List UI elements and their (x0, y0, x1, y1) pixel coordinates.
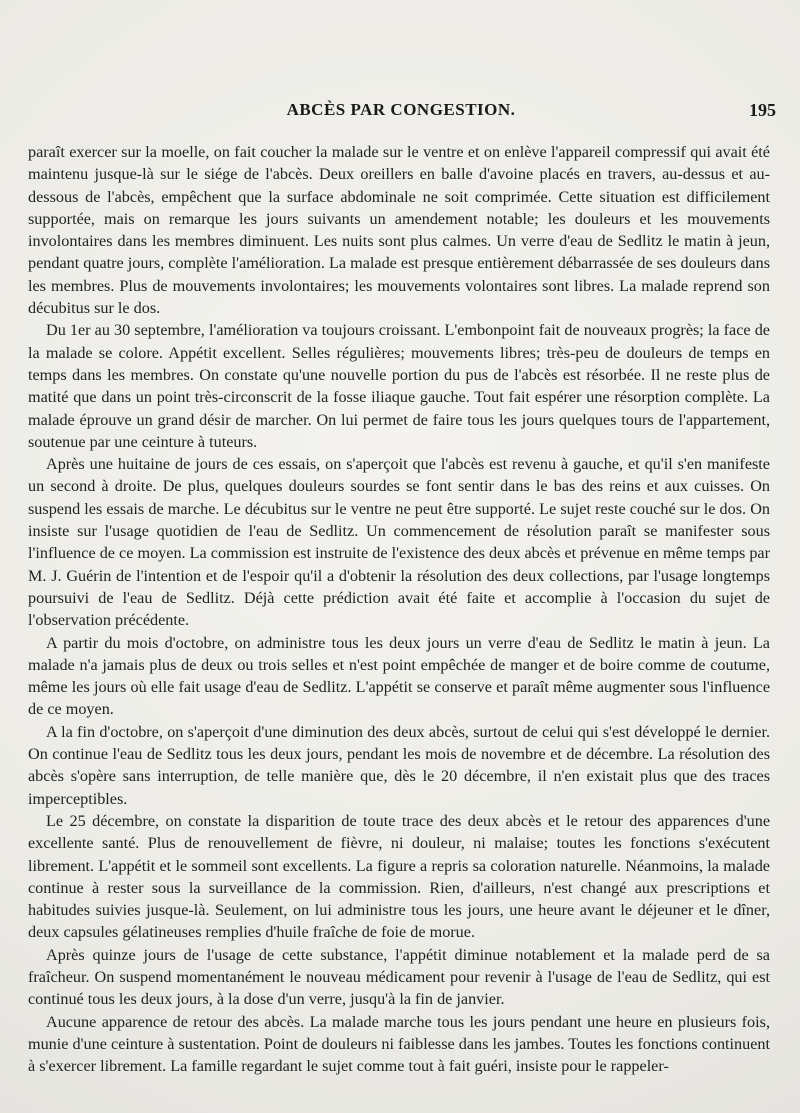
body-text (28, 141, 770, 1077)
paragraph: A partir du mois d'octobre, on administre tous les deux jours un verre d'eau de Sedlitz le matin à jeun. La malade n'a jamais plus de deux ou trois selles et n'est point empêchée de manger et de boire comme de coutume, même les jours où elle fait usage d'eau de Sedlitz. L'appétit se conserve et paraît même augmenter sous l'influence de ce moyen. (28, 633, 770, 719)
paragraph: Aucune apparence de retour des abcès. La malade marche tous les jours pendant une heure en plusieurs fois, munie d'une ceinture à sustentation. Point de douleurs ni faiblesse dans les jambes. Toutes les fonctions continuent à s'exercer librement. La famille regardant le sujet comme tout à fait guéri, insiste pour le rappeler- (28, 1012, 770, 1076)
paragraph: Le 25 décembre, on constate la disparition de toute trace des deux abcès et le retour des apparences d'une excellente santé. Plus de renouvellement de fièvre, ni douleur, ni malaise; toutes les fonctions s'exécutent librement. L'appétit et le sommeil sont excellents. La figure a repris sa coloration naturelle. Néanmoins, la malade continue à rester sous la surveillance de la commission. Rien, d'ailleurs, n'est changé aux prescriptions et habitudes suivies jusque-là. Seulement, on lui administre tous les jours, une heure avant le déjeuner et le dîner, deux capsules gélatineuses remplies d'huile fraîche de foie de morue. (28, 811, 770, 942)
paragraph: A la fin d'octobre, on s'aperçoit d'une diminution des deux abcès, surtout de celui qui s'est développé le dernier. On continue l'eau de Sedlitz tous les deux jours, pendant les mois de novembre et de décembre. La résolution des abcès s'opère sans interruption, de telle manière que, dès le 20 décembre, il n'en existait plus que des traces imperceptibles. (28, 722, 770, 808)
running-header (30, 100, 776, 130)
running-title: ABCÈS PAR CONGESTION. (286, 100, 516, 119)
paragraph: Du 1er au 30 septembre, l'amélioration va toujours croissant. L'embonpoint fait de nouveaux progrès; la face de la malade se colore. Appétit excellent. Selles régulières; mouvements libres; très-peu de douleurs de temps en temps dans les membres. On constate qu'une nouvelle portion du pus de l'abcès est résorbée. Il ne reste plus de matité que dans un point très-circonscrit de la fosse iliaque gauche. Tout fait espérer une résorption complète. La malade éprouve un grand désir de marcher. On lui permet de faire tous les jours quelques tours de l'appartement, soutenue par une ceinture à tuteurs. (28, 321, 770, 451)
paragraph: paraît exercer sur la moelle, on fait coucher la malade sur le ventre et on enlève l'appareil compressif qui avait été maintenu jusque-là sur le siége de l'abcès. Deux oreillers en balle d'avoine placés en travers, au-dessus et au-dessous de l'abcès, empêchent que la surface abdominale ne soit comprimée. Cette situation est difficilement supportée, mais on remarque les jours suivants un amendement notable; les douleurs et les mouvements involontaires dans les membres diminuent. Les nuits sont plus calmes. Un verre d'eau de Sedlitz le matin à jeun, pendant quatre jours, complète l'amélioration. La malade est presque entièrement débarrassée de ses douleurs dans les membres. Plus de mouvements involontaires; les mouvements volontaires sont libres. La malade reprend son décubitus sur le dos. (28, 143, 770, 318)
paragraph: Après quinze jours de l'usage de cette substance, l'appétit diminue notablement et la malade perd de sa fraîcheur. On suspend momentanément le nouveau médicament pour revenir à l'usage de l'eau de Sedlitz, qui est continué tous les deux jours, à la dose d'un verre, jusqu'à la fin de janvier. (28, 945, 770, 1009)
page-number: 195 (749, 100, 776, 120)
paragraph: Après une huitaine de jours de ces essais, on s'aperçoit que l'abcès est revenu à gauche, et qu'il s'en manifeste un second à droite. De plus, quelques douleurs sourdes se font sentir dans le bas des reins et aux cuisses. On suspend les essais de marche. Le décubitus sur le ventre ne peut être supporté. Le sujet reste couché sur le dos. On insiste sur l'usage quotidien de l'eau de Sedlitz. Un commencement de résolution paraît se manifester sous l'influence de ce moyen. La commission est instruite de l'existence des deux abcès et prévenue en même temps par M. J. Guérin de l'intention et de l'espoir qu'il a d'obtenir la résolution des deux collections, par l'usage longtemps poursuivi de l'eau de Sedlitz. Déjà cette prédiction avait été faite et accomplie à l'occasion du sujet de l'observation précédente. (28, 455, 770, 630)
